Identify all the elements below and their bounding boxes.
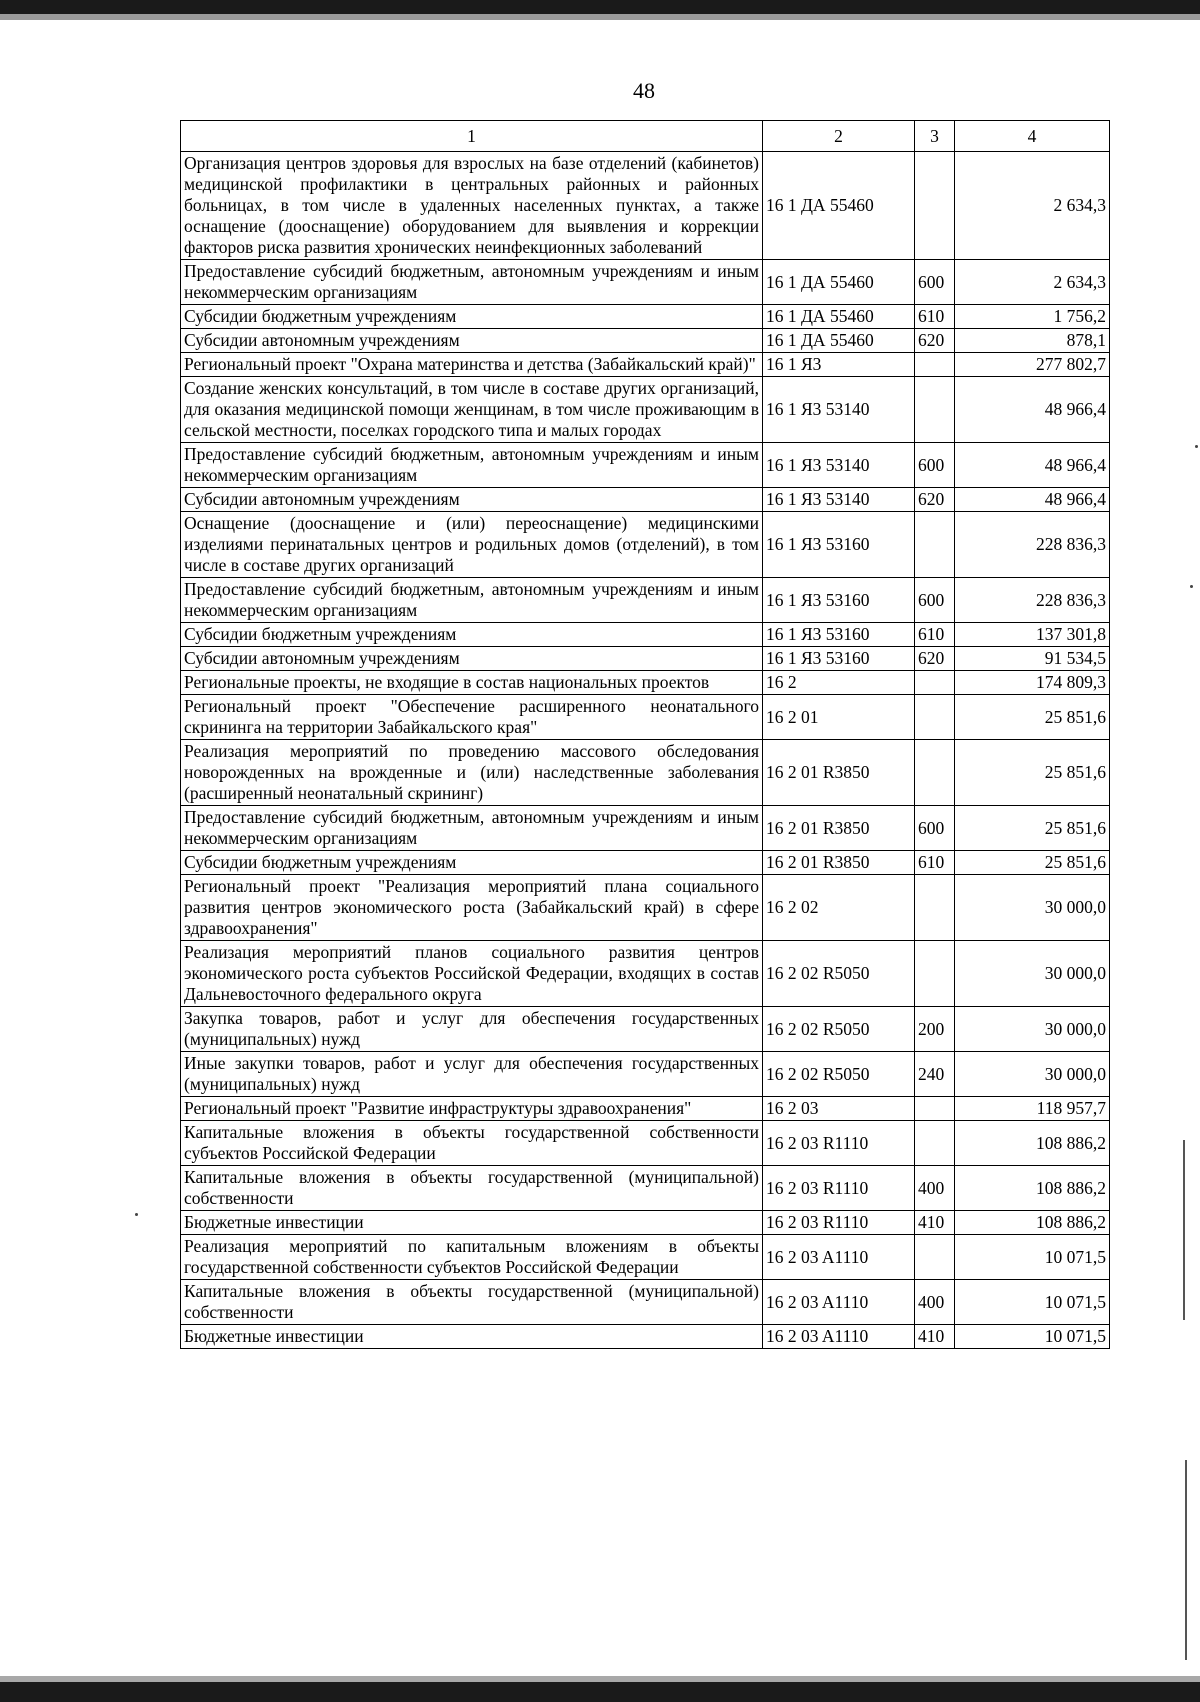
row-name-cell: Бюджетные инвестиции [181,1325,763,1349]
row-code-cell: 16 1 Я3 53140 [763,377,915,443]
row-amount-cell: 108 886,2 [955,1211,1110,1235]
row-code-cell: 16 1 Я3 53160 [763,647,915,671]
scan-bottom-border [0,1682,1200,1702]
table-row [181,152,1110,260]
row-amount-cell: 25 851,6 [955,695,1110,740]
row-type-cell: 600 [915,806,955,851]
row-name-cell: Реализация мероприятий по проведению массового обследования новорожденных на врожденные и (или) наследственные заболевания (расширенный неонатальный скрининг) [181,740,763,806]
row-amount-cell: 277 802,7 [955,353,1110,377]
row-amount-cell: 2 634,3 [955,152,1110,260]
scan-margin-mark [1185,1460,1187,1660]
scan-dust-dot [135,1213,138,1216]
row-name-cell: Реализация мероприятий планов социального развития центров экономического роста субъектов Российской Федерации, входящих в состав Дальневосточного федерального округа [181,941,763,1007]
row-type-cell [915,740,955,806]
row-name-cell: Региональные проекты, не входящие в состав национальных проектов [181,671,763,695]
row-amount-cell: 10 071,5 [955,1235,1110,1280]
row-type-cell [915,875,955,941]
table-row [181,1052,1110,1097]
row-amount-cell: 10 071,5 [955,1280,1110,1325]
row-type-cell [915,1097,955,1121]
row-amount-cell: 25 851,6 [955,740,1110,806]
row-amount-cell: 30 000,0 [955,875,1110,941]
row-amount-cell: 48 966,4 [955,443,1110,488]
table-row [181,260,1110,305]
row-name-cell: Предоставление субсидий бюджетным, автономным учреждениям и иным некоммерческим организациям [181,260,763,305]
table-row [181,1211,1110,1235]
row-type-cell: 620 [915,329,955,353]
row-name-cell: Региональный проект "Реализация мероприятий плана социального развития центров экономического роста (Забайкальский край) в сфере здравоохранения" [181,875,763,941]
table-row [181,1121,1110,1166]
table-row [181,806,1110,851]
row-type-cell: 620 [915,488,955,512]
row-code-cell: 16 1 Я3 53140 [763,443,915,488]
row-code-cell: 16 1 Я3 53160 [763,512,915,578]
table-row [181,1166,1110,1211]
row-amount-cell: 30 000,0 [955,1007,1110,1052]
row-code-cell: 16 2 01 R3850 [763,851,915,875]
row-amount-cell: 137 301,8 [955,623,1110,647]
row-amount-cell: 174 809,3 [955,671,1110,695]
row-type-cell: 400 [915,1166,955,1211]
row-type-cell: 610 [915,305,955,329]
row-type-cell [915,152,955,260]
row-amount-cell: 25 851,6 [955,806,1110,851]
table-row [181,647,1110,671]
page-number: 48 [633,78,655,103]
row-name-cell: Капитальные вложения в объекты государственной собственности субъектов Российской Федерации [181,1121,763,1166]
row-code-cell: 16 2 01 R3850 [763,740,915,806]
header-col-1: 1 [181,121,763,152]
row-code-cell: 16 2 03 A1110 [763,1235,915,1280]
row-name-cell: Субсидии автономным учреждениям [181,329,763,353]
row-name-cell: Иные закупки товаров, работ и услуг для обеспечения государственных (муниципальных) нужд [181,1052,763,1097]
table-row [181,353,1110,377]
row-name-cell: Предоставление субсидий бюджетным, автономным учреждениям и иным некоммерческим организациям [181,443,763,488]
row-type-cell: 410 [915,1211,955,1235]
scan-top-border [0,0,1200,14]
table-row [181,1280,1110,1325]
row-type-cell: 200 [915,1007,955,1052]
table-row [181,488,1110,512]
row-code-cell: 16 1 Я3 53140 [763,488,915,512]
table-body [181,152,1110,1349]
row-code-cell: 16 1 Я3 [763,353,915,377]
table-row [181,443,1110,488]
row-name-cell: Региональный проект "Развитие инфраструктуры здравоохранения" [181,1097,763,1121]
row-code-cell: 16 2 02 R5050 [763,1052,915,1097]
row-type-cell: 600 [915,578,955,623]
row-type-cell: 620 [915,647,955,671]
table-row [181,512,1110,578]
row-code-cell: 16 2 02 R5050 [763,1007,915,1052]
row-code-cell: 16 1 Я3 53160 [763,623,915,647]
row-name-cell: Капитальные вложения в объекты государственной (муниципальной) собственности [181,1166,763,1211]
row-type-cell [915,941,955,1007]
table-row [181,329,1110,353]
table-row [181,941,1110,1007]
row-type-cell [915,377,955,443]
scan-margin-mark [1183,1140,1185,1320]
header-col-4: 4 [955,121,1110,152]
table-row [181,623,1110,647]
row-amount-cell: 10 071,5 [955,1325,1110,1349]
row-type-cell: 600 [915,443,955,488]
row-code-cell: 16 2 03 R1110 [763,1211,915,1235]
row-type-cell [915,1235,955,1280]
scan-dust-dot [1195,445,1198,448]
row-amount-cell: 228 836,3 [955,578,1110,623]
row-type-cell: 240 [915,1052,955,1097]
row-name-cell: Субсидии бюджетным учреждениям [181,623,763,647]
row-name-cell: Создание женских консультаций, в том числе в составе других организаций, для оказания медицинской помощи женщинам, в том числе проживающим в сельской местности, поселках городского типа и малых городах [181,377,763,443]
scan-top-shadow [0,14,1200,20]
row-code-cell: 16 2 [763,671,915,695]
row-code-cell: 16 2 03 A1110 [763,1325,915,1349]
row-type-cell [915,671,955,695]
row-name-cell: Предоставление субсидий бюджетным, автономным учреждениям и иным некоммерческим организациям [181,806,763,851]
row-amount-cell: 25 851,6 [955,851,1110,875]
row-type-cell: 400 [915,1280,955,1325]
header-col-3: 3 [915,121,955,152]
table-row [181,1325,1110,1349]
row-amount-cell: 108 886,2 [955,1166,1110,1211]
table-row [181,377,1110,443]
table-row [181,1007,1110,1052]
row-code-cell: 16 2 03 [763,1097,915,1121]
row-name-cell: Закупка товаров, работ и услуг для обеспечения государственных (муниципальных) нужд [181,1007,763,1052]
table-row [181,1097,1110,1121]
row-amount-cell: 108 886,2 [955,1121,1110,1166]
row-code-cell: 16 2 02 R5050 [763,941,915,1007]
row-name-cell: Региональный проект "Охрана материнства и детства (Забайкальский край)" [181,353,763,377]
row-amount-cell: 48 966,4 [955,377,1110,443]
row-name-cell: Субсидии автономным учреждениям [181,488,763,512]
row-amount-cell: 48 966,4 [955,488,1110,512]
row-code-cell: 16 2 03 R1110 [763,1166,915,1211]
table-row [181,671,1110,695]
table-row [181,740,1110,806]
row-code-cell: 16 2 01 [763,695,915,740]
row-name-cell: Субсидии бюджетным учреждениям [181,851,763,875]
row-code-cell: 16 1 Я3 53160 [763,578,915,623]
row-name-cell: Реализация мероприятий по капитальным вложениям в объекты государственной собственности субъектов Российской Федерации [181,1235,763,1280]
table-row [181,695,1110,740]
row-code-cell: 16 2 01 R3850 [763,806,915,851]
row-type-cell [915,512,955,578]
row-amount-cell: 30 000,0 [955,941,1110,1007]
row-name-cell: Региональный проект "Обеспечение расширенного неонатального скрининга на территории Забайкальского края" [181,695,763,740]
row-amount-cell: 2 634,3 [955,260,1110,305]
row-amount-cell: 91 534,5 [955,647,1110,671]
row-code-cell: 16 1 ДА 55460 [763,305,915,329]
row-amount-cell: 1 756,2 [955,305,1110,329]
table-row [181,305,1110,329]
row-name-cell: Субсидии бюджетным учреждениям [181,305,763,329]
table-row [181,578,1110,623]
row-type-cell: 410 [915,1325,955,1349]
row-code-cell: 16 2 03 A1110 [763,1280,915,1325]
row-amount-cell: 118 957,7 [955,1097,1110,1121]
table-row [181,1235,1110,1280]
budget-table [180,120,1110,1349]
row-code-cell: 16 2 02 [763,875,915,941]
row-name-cell: Субсидии автономным учреждениям [181,647,763,671]
table-row [181,875,1110,941]
row-type-cell [915,1121,955,1166]
row-type-cell: 610 [915,851,955,875]
table-header-row [181,121,1110,152]
row-code-cell: 16 1 ДА 55460 [763,152,915,260]
row-amount-cell: 228 836,3 [955,512,1110,578]
row-amount-cell: 30 000,0 [955,1052,1110,1097]
row-name-cell: Капитальные вложения в объекты государственной (муниципальной) собственности [181,1280,763,1325]
row-type-cell: 610 [915,623,955,647]
row-name-cell: Бюджетные инвестиции [181,1211,763,1235]
header-col-2: 2 [763,121,915,152]
row-type-cell [915,695,955,740]
row-name-cell: Оснащение (дооснащение и (или) переоснащение) медицинскими изделиями перинатальных центров и родильных домов (отделений), в том числе в составе других организаций [181,512,763,578]
row-code-cell: 16 1 ДА 55460 [763,260,915,305]
row-name-cell: Организация центров здоровья для взрослых на базе отделений (кабинетов) медицинской профилактики в центральных районных и районных больницах, в том числе в удаленных населенных пунктах, а также оснащение (дооснащение) оборудованием для выявления и коррекции факторов риска развития хронических неинфекционных заболеваний [181,152,763,260]
row-type-cell: 600 [915,260,955,305]
row-code-cell: 16 1 ДА 55460 [763,329,915,353]
row-code-cell: 16 2 03 R1110 [763,1121,915,1166]
row-name-cell: Предоставление субсидий бюджетным, автономным учреждениям и иным некоммерческим организациям [181,578,763,623]
row-amount-cell: 878,1 [955,329,1110,353]
scan-dust-dot [1190,585,1193,588]
table-row [181,851,1110,875]
row-type-cell [915,353,955,377]
